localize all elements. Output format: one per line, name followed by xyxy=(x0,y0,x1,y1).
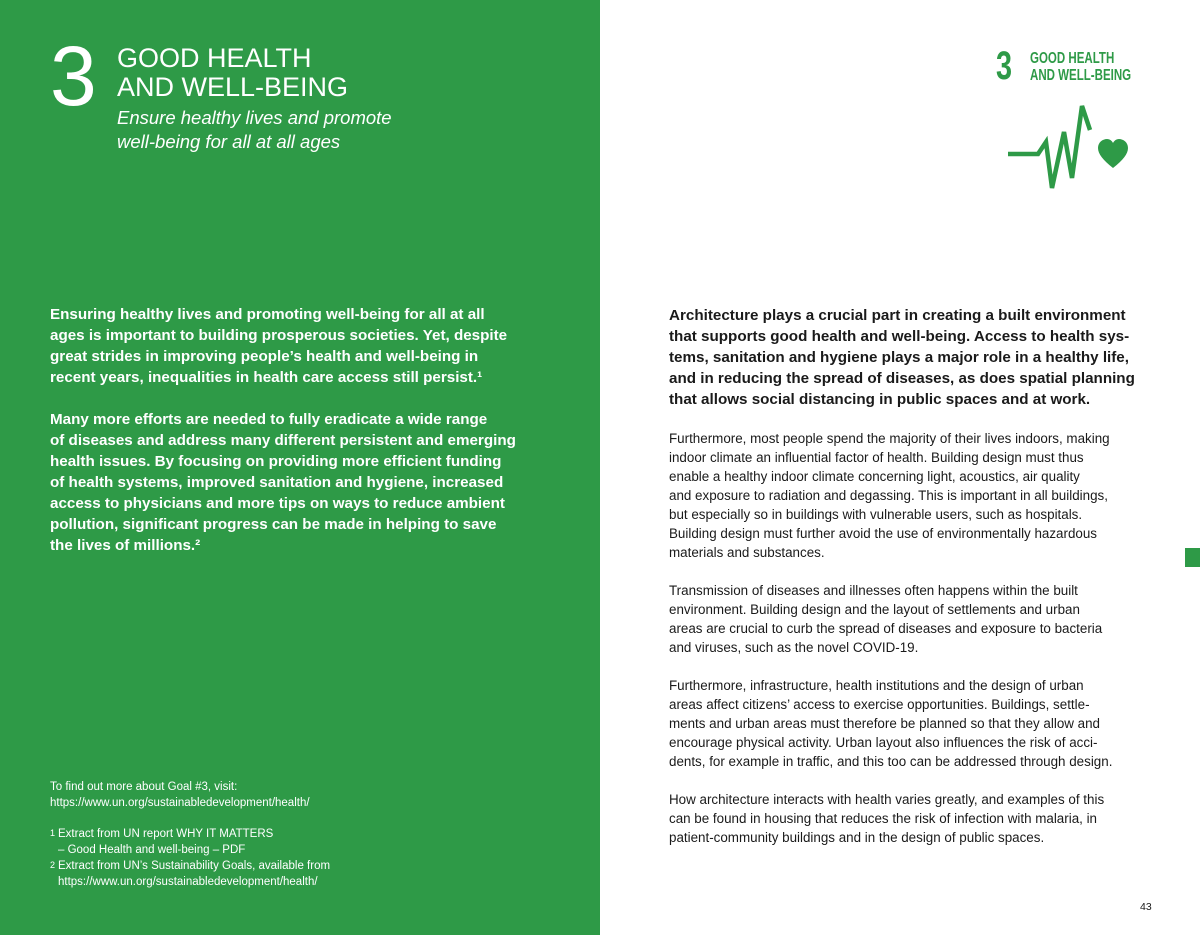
body-paragraph xyxy=(669,790,1169,847)
footnote-link[interactable]: https://www.un.org/sustainabledevelopment/health/ xyxy=(58,876,318,888)
goal-subtitle-line: well-being for all at all ages xyxy=(117,131,341,152)
body-paragraph xyxy=(669,581,1169,657)
footnote-mark: 2 xyxy=(50,860,56,870)
logo-number: 3 xyxy=(996,44,1013,88)
goal-title-line: AND WELL-BEING xyxy=(117,72,349,102)
lead-paragraph xyxy=(669,305,1169,410)
text-line: access to physicians and more tips on ways to reduce ambient xyxy=(50,495,505,512)
text-line: ages is important to building prosperous societies. Yet, despite xyxy=(50,327,508,344)
sdg3-logo xyxy=(996,46,1146,196)
body-paragraph xyxy=(669,676,1169,771)
page-number: 43 xyxy=(1140,901,1152,913)
goal-title xyxy=(117,44,348,102)
intro-paragraph xyxy=(50,409,550,556)
more-info-note xyxy=(50,779,310,811)
text-line: of diseases and address many different persistent and emerging xyxy=(50,432,516,449)
text-line: Many more efforts are needed to fully eradicate a wide range xyxy=(50,411,488,428)
text-line: of health systems, improved sanitation and hygiene, increased xyxy=(50,474,504,491)
logo-title-line: GOOD HEALTH xyxy=(1030,50,1115,67)
right-page xyxy=(600,0,1200,935)
text-line: that supports good health and well-being. Access to health sys- xyxy=(669,328,1130,345)
footnote-mark: 1 xyxy=(50,828,56,838)
text-line: great strides in improving people’s health and well-being in xyxy=(50,348,479,365)
intro-text xyxy=(50,304,550,577)
more-info-label: To find out more about Goal #3, visit: xyxy=(50,781,238,793)
text-line: recent years, inequalities in health care access still persist.¹ xyxy=(50,369,483,386)
goal-subtitle xyxy=(117,106,392,154)
intro-paragraph xyxy=(50,304,550,388)
text-line: Ensuring healthy lives and promoting well-being for all at all xyxy=(50,306,485,323)
text-line: indoor climate an influential factor of health. Building design must thus xyxy=(669,450,1084,465)
footnotes xyxy=(50,826,330,890)
text-line: health issues. By focusing on providing more efficient funding xyxy=(50,453,502,470)
text-line: Furthermore, most people spend the majority of their lives indoors, making xyxy=(669,431,1110,446)
text-line: but especially so in buildings with vulnerable users, such as hospitals. xyxy=(669,507,1083,522)
text-line: areas affect citizens’ access to exercise opportunities. Buildings, settle- xyxy=(669,697,1090,712)
text-line: encourage physical activity. Urban layout also influences the risk of acci- xyxy=(669,735,1098,750)
footnote-line: Extract from UN report WHY IT MATTERS xyxy=(58,828,274,840)
text-line: pollution, significant progress can be made in helping to save xyxy=(50,516,497,533)
goal-subtitle-line: Ensure healthy lives and promote xyxy=(117,107,392,128)
text-line: dents, for example in traffic, and this too can be addressed through design. xyxy=(669,754,1113,769)
footnote-line: – Good Health and well-being – PDF xyxy=(58,844,246,856)
text-line: and in reducing the spread of diseases, as does spatial planning xyxy=(669,370,1135,387)
logo-title-line: AND WELL-BEING xyxy=(1030,67,1132,84)
text-line: and exposure to radiation and degassing. This is important in all buildings, xyxy=(669,488,1108,503)
text-line: environment. Building design and the layout of settlements and urban xyxy=(669,602,1080,617)
text-line: can be found in housing that reduces the risk of infection with malaria, in xyxy=(669,811,1098,826)
body-paragraph xyxy=(669,429,1169,562)
text-line: the lives of millions.² xyxy=(50,537,201,554)
text-line: Building design must further avoid the use of environmentally hazardous xyxy=(669,526,1098,541)
text-line: materials and substances. xyxy=(669,545,825,560)
text-line: ments and urban areas must therefore be planned so that they allow and xyxy=(669,716,1101,731)
section-tab-marker xyxy=(1185,548,1200,567)
more-info-link[interactable]: https://www.un.org/sustainabledevelopment/health/ xyxy=(50,797,310,809)
text-line: areas are crucial to curb the spread of diseases and exposure to bacteria xyxy=(669,621,1103,636)
text-line: How architecture interacts with health varies greatly, and examples of this xyxy=(669,792,1105,807)
footnote-line: Extract from UN’s Sustainability Goals, available from xyxy=(58,860,331,872)
goal-number: 3 xyxy=(50,29,95,123)
heartbeat-heart-icon xyxy=(1008,102,1138,194)
body-text xyxy=(669,429,1169,866)
text-line: Furthermore, infrastructure, health institutions and the design of urban xyxy=(669,678,1084,693)
text-line: enable a healthy indoor climate concerning light, acoustics, air quality xyxy=(669,469,1080,484)
goal-title-line: GOOD HEALTH xyxy=(117,43,312,73)
logo-title xyxy=(1030,50,1131,84)
text-line: Architecture plays a crucial part in creating a built environment xyxy=(669,307,1126,324)
text-line: patient-community buildings and in the design of public spaces. xyxy=(669,830,1045,845)
text-line: and viruses, such as the novel COVID-19. xyxy=(669,640,919,655)
text-line: Transmission of diseases and illnesses often happens within the built xyxy=(669,583,1078,598)
footnote-item xyxy=(50,858,330,890)
footnote-item xyxy=(50,826,330,858)
text-line: that allows social distancing in public spaces and at work. xyxy=(669,391,1091,408)
text-line: tems, sanitation and hygiene plays a major role in a healthy life, xyxy=(669,349,1129,366)
